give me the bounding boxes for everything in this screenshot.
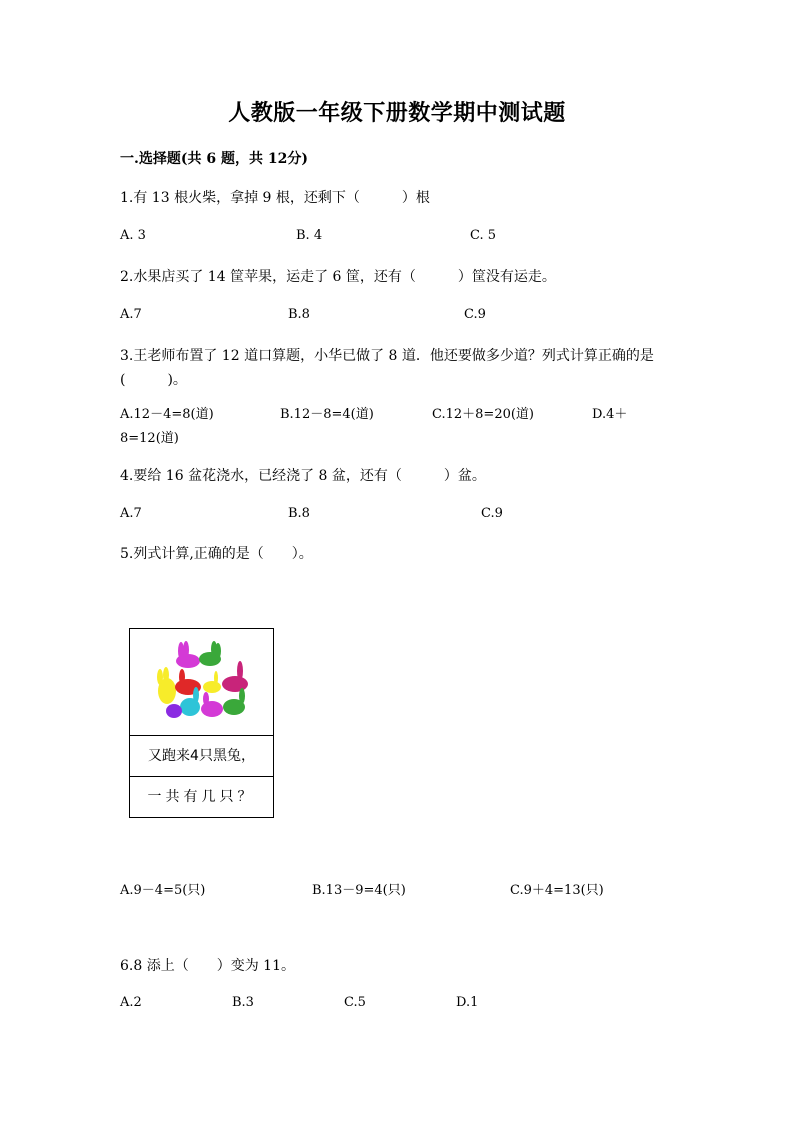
rabbits-illustration [130,629,273,736]
option-4a: A.7 [120,506,142,521]
option-2a: A.7 [120,307,142,322]
question-1: 1.有 13 根火柴，拿掉 9 根，还剩下（ ）根 [120,190,430,206]
question-5-figure [129,628,274,818]
option-6b: B.3 [232,995,254,1010]
option-5c: C.9＋4=13(只) [510,883,604,898]
option-4c: C.9 [481,506,503,521]
option-1c: C. 5 [470,228,497,243]
option-3b: B.12－8=4(道) [280,407,374,422]
options-3 [120,403,680,451]
option-1a: A. 3 [120,228,146,243]
option-1b: B. 4 [296,228,323,243]
option-6d: D.1 [456,995,479,1010]
figure-line-1: 又跑来4只黑兔， [130,736,273,777]
rabbit-8 [201,692,223,717]
question-2: 2.水果店买了 14 筐苹果，运走了 6 筐，还有（ ）筐没有运走。 [120,269,556,285]
option-3d: D.4＋8=12(道) [120,407,628,446]
question-6: 6.8 添上（ ）变为 11。 [120,958,295,974]
question-4: 4.要给 16 盆花浇水，已经浇了 8 盆，还有（ ）盆。 [120,468,486,484]
option-3a: A.12－4=8(道) [120,407,214,422]
option-6a: A.2 [120,995,142,1010]
rabbit-9 [223,688,245,715]
question-3: 3.王老师布置了 12 道口算题，小华已做了 8 道．他还要做多少道？列式计算正确的是( )。 [120,348,654,388]
page-title: 人教版一年级下册数学期中测试题 [228,100,566,126]
figure-line-2: 一共有几只？ [147,789,256,805]
option-6c: C.5 [344,995,366,1010]
rabbit-3 [157,667,176,704]
option-5a: A.9－4=5(只) [120,883,206,898]
rabbit-2 [199,641,221,666]
option-2c: C.9 [464,307,486,322]
rabbit-10 [166,704,182,718]
rabbit-1 [176,641,200,668]
option-5b: B.13－9=4(只) [312,883,406,898]
rabbit-6 [203,671,221,693]
option-3c: C.12＋8=20(道) [432,407,535,422]
section-heading: 一.选择题(共 6 题，共 12分) [120,151,308,167]
option-2b: B.8 [288,307,310,322]
option-4b: B.8 [288,506,310,521]
rabbit-5 [222,661,248,692]
question-5: 5.列式计算,正确的是（ ）。 [120,546,313,562]
